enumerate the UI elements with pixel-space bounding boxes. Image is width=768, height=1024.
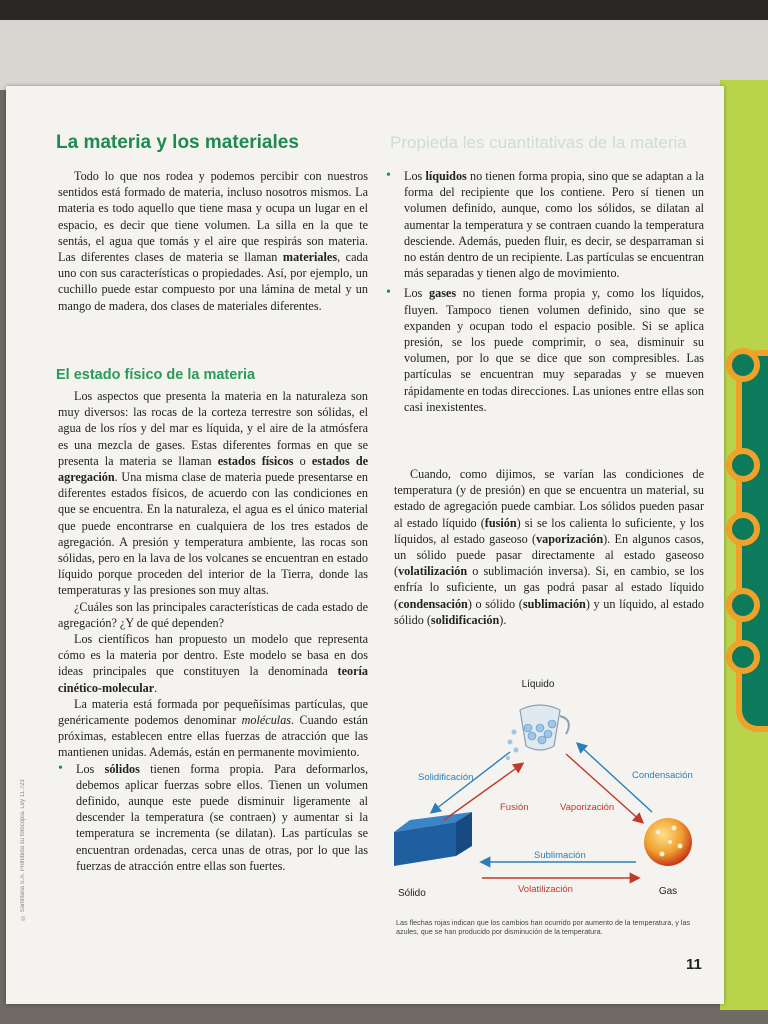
label-vaporizacion: Vaporización — [560, 802, 615, 813]
ring-decoration — [726, 588, 760, 622]
diagram-caption: Las flechas rojas indican que los cambios han ocurrido por aumento de la temperatura, y las azules, que se han producido por disminución de la temperatura. — [396, 918, 691, 936]
bullet-liquidos: • Los líquidos no tienen forma propia, sino que se adaptan a la forma del recipiente que los contiene. Pero sí tienen un volumen definido, aunque, como los sólidos, se dilatan al aumentar la temperatura y se contraen cuando la temperatura desciende. Además, pueden fluir, es decir, se desparraman si no están dentro de un recipiente. Las partículas se encuentran más separadas y tienen algo de movimiento. — [386, 168, 704, 281]
ring-decoration — [726, 512, 760, 546]
solid-block-icon — [394, 812, 472, 866]
ring-decoration — [726, 640, 760, 674]
page-number: 11 — [686, 956, 702, 973]
label-solidificacion: Solidificación — [418, 772, 474, 783]
ring-decoration — [726, 348, 760, 382]
copyright-credit: © Santillana S.A. Prohibida su fotocopia. Ley 11.723 — [20, 779, 26, 920]
label-condensacion: Condensación — [632, 770, 693, 781]
paragraph-estados: Los aspectos que presenta la materia en la naturaleza son muy diversos: las rocas de la corteza terrestre son sólidas, el agua de los ríos y del mar es líquida, y el aire de la atmósfera es una mezcla de gases. Estas diferentes formas en que se presenta la materia se llaman estados físicos o estados de agregación. Una misma clase de materia puede presentarse en diferentes estados físicos, de acuerdo con las condiciones en que se encuentra. En la naturaleza, el agua es el único material que puede encontrarse en cualquiera de los tres estados de agregación. A presión y temperatura ambiente, las rocas son sólidas, pero en la lava de los volcanes se encuentran en estado líquido porque proceden del interior de la Tierra, donde las temperaturas y las presiones son muy altas. — [58, 389, 369, 598]
state-change-diagram — [390, 672, 708, 920]
label-solido: Sólido — [398, 888, 426, 899]
paragraph-particulas: La materia está formada por pequeñísimas partículas, que genéricamente podemos denominar moléculas. Cuando están próximas, establecen entre ellas fuerzas de atracción que las mantienen unidas. Además, están en permanente movimiento. — [58, 696, 368, 760]
paragraph-cambios: Cuando, como dijimos, se varían las condiciones de temperatura (y de presión) en que se encuentra un material, su estado de agregación puede cambiar. Los sólidos pueden pasar al estado líquido (fusión) si se los calienta lo suficiente, y los líquidos, al estado gaseoso (vaporización). En algunos casos, un sólido puede pasar directamente al estado gaseoso (volatilización o sublimación inversa). Si, en cambio, se los enfría lo suficiente, un gas podrá pasar al estado líquido (condensación) o sólido (sublimación) y un líquido, al estado sólido (solidificación). — [394, 467, 705, 627]
gas-sphere-icon — [644, 818, 692, 866]
intro-column — [58, 168, 368, 314]
bullet-gases: • Los gases no tienen forma propia y, como los líquidos, fluyen. Tampoco tienen volumen definido, sino que se expanden y ocupan todo el espacio posible. Si se aplica presión, se los puede comprimir, o sea, disminuir su volumen, por lo que se dice que son compresibles. Las partículas se encuentran muy separadas y se mueven rápidamente en todas direcciones. Las uniones entre ellas son casi inexistentes. — [386, 285, 704, 415]
jug-icon — [506, 705, 569, 760]
label-fusion: Fusión — [500, 802, 529, 813]
intro-paragraph: Todo lo que nos rodea y podemos percibir con nuestros sentidos está formado de materia, incluso nosotros mismos. La materia es todo aquello que tiene masa y ocupa un lugar en el espacio, es decir que tiene volumen. La silla en la que te sentás, el agua que tomás y el aire que respirás son materia. Las diferentes clases de materia se llaman materiales, cada uno con sus características o propiedades. Así, por ejemplo, un cuchillo puede estar compuesto por una lámina de metal y un mango de madera, dos clases de materiales diferentes. — [58, 169, 368, 313]
ring-decoration — [726, 448, 760, 482]
diagram-svg — [390, 672, 708, 920]
show-through-heading: Propieda les cuantitativas de la materia — [390, 133, 687, 152]
bullet-solidos: • Los sólidos tienen forma propia. Para deformarlos, debemos aplicar fuerzas sobre ellos. Tienen un volumen definido, aunque este puede disminuir ligeramente al descender la temperatura (se contraen) y aumentar si la temperatura se incrementa (se dilatan). Las partículas se encuentran ordenadas, cerca unas de otras, por lo que las fuerzas de atracción entre ellas son fuertes. — [58, 761, 368, 874]
paragraph-modelo: Los científicos han propuesto un modelo que representa cómo es la materia por dentro. Este modelo se basa en dos ideas principales que constituyen la denominada teoría cinético-molecular. — [58, 632, 368, 695]
label-volatilizacion: Volatilización — [518, 884, 573, 895]
scan-top-edge — [0, 0, 768, 22]
right-column — [386, 168, 704, 415]
back-page — [0, 20, 768, 90]
label-gas: Gas — [658, 886, 678, 897]
label-liquido: Líquido — [521, 679, 555, 690]
page-title: La materia y los materiales — [56, 132, 299, 153]
paragraph-question: ¿Cuáles son las principales características de cada estado de agregación? ¿Y de qué dependen? — [58, 599, 368, 630]
section-heading: El estado físico de la materia — [56, 367, 256, 383]
label-sublimacion: Sublimación — [534, 850, 586, 861]
left-column — [58, 388, 368, 874]
cambios-column — [394, 466, 704, 628]
